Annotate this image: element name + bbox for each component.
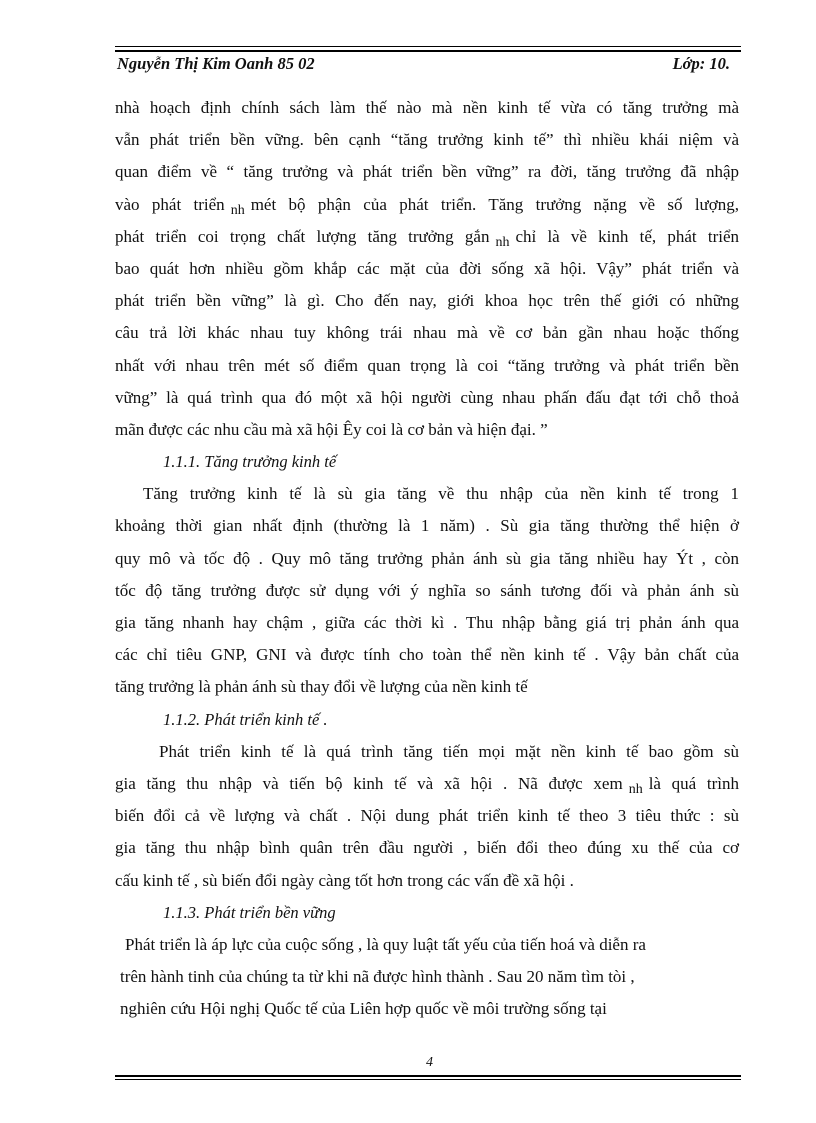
body-line: Tăng trưởng kinh tế là sù gia tăng về thu nhập của nền kinh tế trong 1	[143, 484, 739, 504]
footer-rule	[115, 1079, 741, 1080]
text-segment: phát triển coi trọng chất lượng tăng trưởng gắn	[115, 226, 490, 246]
body-line: gia tăng nhanh hay chậm , giữa các thời kì . Thu nhập bằng giá trị phản ánh qua	[115, 613, 739, 632]
body-line: biến đổi cả về lượng và chất . Nội dung phát triển kinh tế theo 3 tiêu thức : sù	[115, 806, 739, 826]
body-line	[115, 221, 739, 253]
section-heading: 1.1.1. Tăng trưởng kinh tế	[163, 452, 337, 472]
header-rule-thick	[115, 50, 741, 52]
body-line: tăng trưởng là phản ánh sù thay đổi về lượng của nền kinh tế	[115, 677, 528, 697]
document-body	[115, 92, 739, 1025]
body-line: vững” là quá trình qua đó một xã hội người cùng nhau phấn đấu đạt tới chỗ thoả	[115, 387, 739, 407]
header-rule	[115, 46, 741, 47]
header-author: Nguyễn Thị Kim Oanh 85 02	[117, 54, 315, 73]
text-segment: mét bộ phận của phát triển. Tăng trưởng nặng về số lượng,	[250, 194, 739, 214]
body-line: bao quát hơn nhiều gồm khắp các mặt của đời sống xã hội. Vậy” phát triển và	[115, 258, 739, 278]
body-line: cấu kinh tế , sù biến đổi ngày càng tốt hơn trong các vấn đề xã hội .	[115, 870, 574, 890]
body-line: Phát triển là áp lực của cuộc sống , là quy luật tất yếu của tiến hoá và diễn ra	[125, 934, 646, 954]
body-line: nghiên cứu Hội nghị Quốc tế của Liên hợp quốc về môi trường sống tại	[120, 999, 607, 1019]
body-line: gia tăng thu nhập bình quân trên đầu người , biến đổi theo đúng xu thế của cơ	[115, 838, 739, 858]
text-segment: chỉ là về kinh tế, phát triển	[515, 226, 739, 246]
text-segment: là quá trình	[648, 773, 740, 793]
text-segment: vào phát triển	[115, 194, 225, 214]
body-line: phát triển bền vững” là gì. Cho đến nay, giới khoa học trên thế giới có những	[115, 291, 739, 311]
body-line: tốc độ tăng trưởng được sử dụng với ý nghĩa so sánh tương đối và phản ánh sù	[115, 580, 739, 600]
body-line: nhất với nhau trên mét số điểm quan trọng là coi “tăng trưởng và phát triển bền	[115, 355, 739, 375]
body-line: các chỉ tiêu GNP, GNI và được tính cho toàn thể nền kinh tế . Vậy bản chất của	[115, 645, 739, 665]
page-number: 4	[426, 1055, 433, 1070]
inline-nh: nh	[628, 781, 643, 797]
footer-rule-thick	[115, 1075, 741, 1077]
body-line	[115, 189, 739, 221]
body-line	[115, 768, 739, 800]
body-line: khoảng thời gian nhất định (thường là 1 năm) . Sù gia tăng thường thể hiện ở	[115, 516, 739, 536]
body-line: nhà hoạch định chính sách làm thế nào mà nền kinh tế vừa có tăng trưởng mà	[115, 98, 739, 117]
body-line: quy mô và tốc độ . Quy mô tăng trưởng phản ánh sù gia tăng nhiều hay Ýt , còn	[115, 548, 739, 568]
body-line: vẫn phát triển bền vững. bên cạnh “tăng trưởng kinh tế” thì nhiều khái niệm và	[115, 130, 739, 150]
body-line: quan điểm về “ tăng trưởng và phát triển bền vững” ra đời, tăng trưởng đã nhập	[115, 162, 739, 182]
body-line: trên hành tinh của chúng ta từ khi nã được hình thành . Sau 20 năm tìm tòi ,	[120, 967, 635, 987]
inline-nh: nh	[230, 202, 245, 218]
body-line: câu trả lời khác nhau tuy không trái nhau mà về cơ bản gần nhau hoặc thống	[115, 323, 739, 343]
body-line: mãn được các nhu cầu mà xã hội Êy coi là cơ bản và hiện đại. ”	[115, 419, 548, 439]
inline-nh: nh	[495, 234, 510, 250]
section-heading: 1.1.3. Phát triển bền vững	[163, 902, 336, 922]
section-heading: 1.1.2. Phát triển kinh tế .	[163, 709, 328, 729]
header-class: Lớp: 10.	[672, 54, 730, 73]
body-line: Phát triển kinh tế là quá trình tăng tiến mọi mặt nền kinh tế bao gồm sù	[159, 741, 739, 761]
text-segment: gia tăng thu nhập và tiến bộ kinh tế và xã hội . Nã được xem	[115, 773, 623, 793]
